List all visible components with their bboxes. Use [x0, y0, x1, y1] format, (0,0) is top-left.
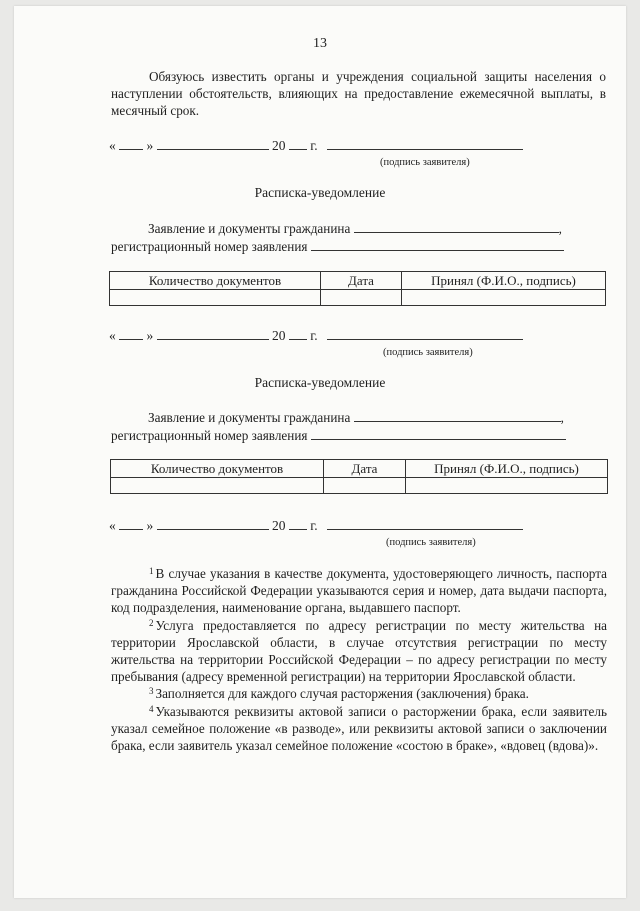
footnote-mark: 3	[149, 686, 154, 697]
signature-caption-1: (подпись заявителя)	[380, 157, 470, 168]
date-signature-line-3	[109, 517, 523, 534]
close-quote: »	[146, 138, 154, 153]
col-accepted-by: Принял (Ф.И.О., подпись)	[406, 460, 608, 478]
signature-caption-2: (подпись заявителя)	[383, 347, 473, 358]
year-blank[interactable]	[289, 327, 307, 340]
registration-number-blank[interactable]	[311, 238, 564, 251]
receipt-title-1: Расписка-уведомление	[254, 185, 386, 200]
cell-doc-count[interactable]	[111, 478, 324, 494]
receipt-statement-line-2: Заявление и документы гражданина ,	[148, 410, 564, 425]
footnote-mark: 2	[149, 617, 154, 628]
citizen-name-blank[interactable]	[354, 409, 561, 422]
col-date: Дата	[321, 272, 402, 290]
footnote-1: $^1$ В случае указания в качестве документа, удостоверяющего личность, паспорта гражданина Российской Федерации указываются серия и номер, дата выдачи паспорта, код подразделения, наименование органа, выдавшего паспорт.	[111, 566, 607, 616]
registration-line-1	[111, 238, 564, 255]
cell-doc-count[interactable]	[110, 290, 321, 306]
registration-line-2	[111, 427, 566, 444]
year-prefix: 20	[272, 138, 286, 153]
table-row	[110, 290, 606, 306]
signature-blank[interactable]	[327, 327, 523, 340]
day-blank[interactable]	[119, 137, 143, 150]
receipt-table-2	[110, 459, 608, 494]
year-prefix: 20	[272, 518, 286, 533]
receipt-title-2: Расписка-уведомление	[254, 375, 386, 390]
day-blank[interactable]	[119, 327, 143, 340]
day-blank[interactable]	[119, 517, 143, 530]
registration-label: регистрационный номер заявления	[111, 239, 308, 254]
table-header-row	[111, 460, 608, 478]
registration-number-blank[interactable]	[311, 427, 566, 440]
year-suffix: г.	[310, 518, 318, 533]
signature-blank[interactable]	[327, 517, 523, 530]
footnote-mark: 4	[149, 703, 154, 714]
commitment-paragraph: Обязуюсь известить органы и учреждения социальной защиты населения о наступлении обстоятельств, влияющих на предоставление ежемесячной выплаты, в месячный срок.	[111, 69, 606, 119]
open-quote: «	[109, 518, 116, 533]
receipt-table-1	[109, 271, 606, 306]
close-quote: »	[146, 518, 154, 533]
citizen-name-blank[interactable]	[354, 220, 559, 233]
month-blank[interactable]	[157, 517, 269, 530]
date-signature-line-1	[109, 137, 523, 154]
footnote-3: $^3$ Заполняется для каждого случая расторжения (заключения) брака.	[149, 686, 529, 702]
document-page	[14, 6, 626, 898]
footnote-2: $^2$ Услуга предоставляется по адресу регистрации по месту жительства на территории Ярославской области, в случае отсутствия регистрации по месту жительства на территории Российской Федерации – по адресу регистрации по месту пребывания (адресу временной регистрации) на территории Ярославской области.	[111, 617, 607, 685]
receipt-statement: Заявление и документы гражданина	[148, 410, 351, 425]
table-row	[111, 478, 608, 494]
open-quote: «	[109, 328, 116, 343]
page-number: 13	[313, 36, 327, 51]
signature-caption-3: (подпись заявителя)	[386, 537, 476, 548]
receipt-statement-line-1: Заявление и документы гражданина ,	[148, 221, 562, 236]
cell-date[interactable]	[321, 290, 402, 306]
col-doc-count: Количество документов	[111, 460, 324, 478]
col-date: Дата	[324, 460, 406, 478]
signature-blank[interactable]	[327, 137, 523, 150]
open-quote: «	[109, 138, 116, 153]
col-doc-count: Количество документов	[110, 272, 321, 290]
year-blank[interactable]	[289, 137, 307, 150]
receipt-statement: Заявление и документы гражданина	[148, 221, 351, 236]
table-header-row	[110, 272, 606, 290]
year-suffix: г.	[310, 328, 318, 343]
cell-date[interactable]	[324, 478, 406, 494]
year-blank[interactable]	[289, 517, 307, 530]
cell-accepted-by[interactable]	[406, 478, 608, 494]
month-blank[interactable]	[157, 327, 269, 340]
month-blank[interactable]	[157, 137, 269, 150]
footnotes	[111, 565, 607, 754]
close-quote: »	[146, 328, 154, 343]
year-suffix: г.	[310, 138, 318, 153]
date-signature-line-2	[109, 327, 523, 344]
cell-accepted-by[interactable]	[402, 290, 606, 306]
registration-label: регистрационный номер заявления	[111, 428, 308, 443]
footnote-4: $^4$ Указываются реквизиты актовой записи о расторжении брака, если заявитель указал семейное положение «в разводе», или реквизиты актовой записи о заключении брака, если заявитель указал семейное положение «состою в браке», «вдовец (вдова)».	[111, 703, 607, 754]
year-prefix: 20	[272, 328, 286, 343]
col-accepted-by: Принял (Ф.И.О., подпись)	[402, 272, 606, 290]
footnote-mark: 1	[149, 566, 154, 576]
